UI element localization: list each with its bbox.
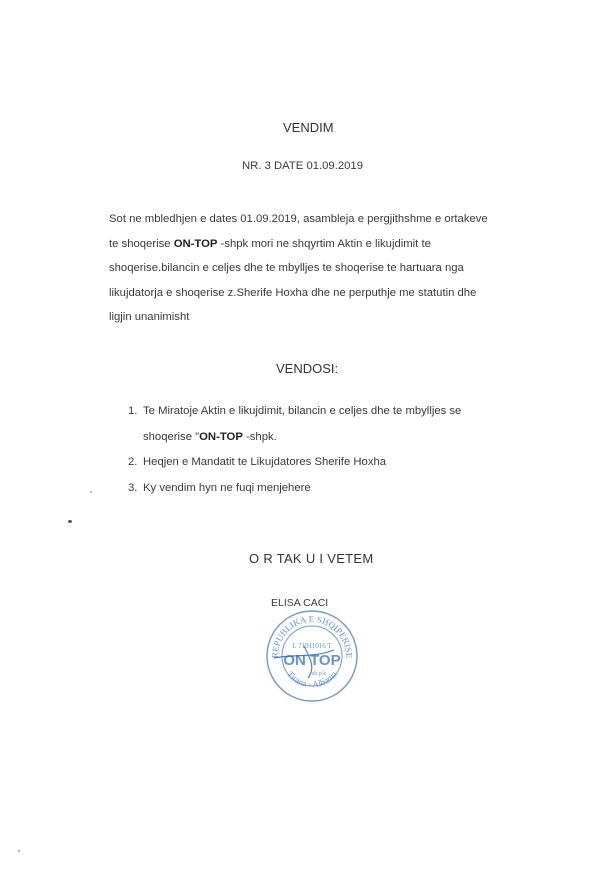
para-line: likujdatorja e shoqerise z.Sherife Hoxha dhe ne perputhje me statutin dhe [109,286,477,299]
item-text: Te Miratoje Aktin e likujdimit, bilancin e celjes dhe te mbylljes se [143,405,462,417]
item-text-continued: shoqerise "ON-TOP -shpk. [143,431,277,443]
scan-speck [18,850,20,852]
svg-text:REPUBLIKA E SHQIPERISE: REPUBLIKA E SHQIPERISE [269,613,355,659]
scan-speck [68,520,72,523]
item-text: Heqjen e Mandatit te Likujdatores Sherife Hoxha [143,456,387,468]
para-line: ligjin unanimisht [109,311,190,323]
decided-heading: VENDOSI: [276,361,339,376]
svg-text:ON TOP: ON TOP [283,652,341,669]
signatory-title: O R TAK U I VETEM [249,551,374,566]
company-stamp [264,608,360,704]
svg-text:L 71911016 T: L 71911016 T [292,642,332,650]
para-line: te shoqerise ON-TOP -shpk mori ne shqyrtim Aktin e likujdimit te [109,237,431,250]
company-name: ON-TOP [173,237,218,250]
item-number: 3. [128,482,138,494]
para-line: shoqerise.bilancin e celjes dhe te mbylljes te shoqerise te hartuara nga [109,262,464,274]
item-number: 1. [128,405,138,417]
preamble-paragraph [109,207,529,330]
svg-text:sh.p.k: sh.p.k [311,671,327,677]
para-line: Sot ne mbledhjen e dates 01.09.2019, asambleja e pergjithshme e ortakeve [109,213,488,225]
decision-number-date: NR. 3 DATE 01.09.2019 [242,160,363,172]
signatory-name: ELISA CACI [271,597,329,609]
document-title: VENDIM [283,120,334,135]
scan-speck [90,491,92,493]
svg-text:Tirana - Albania: Tirana - Albania [285,669,339,690]
item-text: Ky vendim hyn ne fuqi menjehere [143,482,311,494]
item-number: 2. [128,456,138,468]
